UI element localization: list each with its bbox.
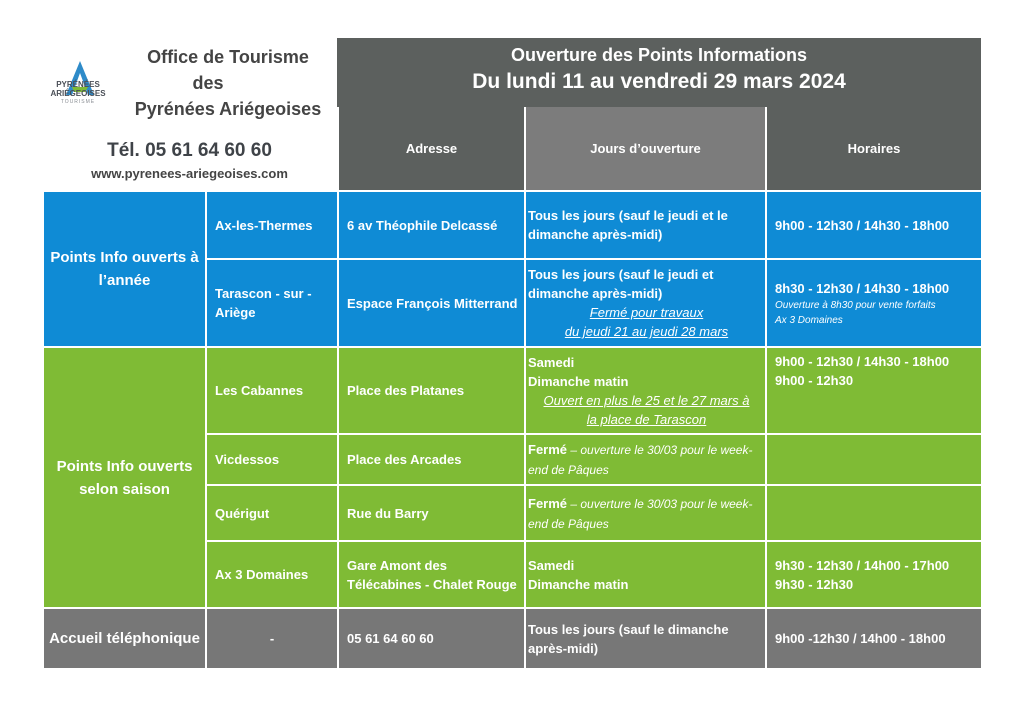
hours-les-cabannes: 9h00 - 12h30 / 14h30 - 18h00 9h00 - 12h30 xyxy=(765,346,981,433)
website-link[interactable]: www.pyrenees-ariegeoises.com xyxy=(91,166,288,181)
hours-querigut xyxy=(765,484,981,540)
place-ax-les-thermes: Ax-les-Thermes xyxy=(205,190,337,258)
table-title: Ouverture des Points Informations Du lundi 11 au vendredi 29 mars 2024 xyxy=(337,38,981,107)
place-querigut: Quérigut xyxy=(205,484,337,540)
address-les-cabannes: Place des Platanes xyxy=(337,346,524,433)
column-header-address: Adresse xyxy=(337,107,524,190)
hours-tarascon: 8h30 - 12h30 / 14h30 - 18h00 Ouverture à 8h30 pour vente forfaits Ax 3 Domaines xyxy=(765,258,981,346)
brand-name: PYRÉNÉES ARIÉGEOISES TOURISME xyxy=(50,80,106,105)
days-phone: Tous les jours (sauf le dimanche après-midi) xyxy=(524,607,765,668)
address-phone: 05 61 64 60 60 xyxy=(337,607,524,668)
hours-vicdessos xyxy=(765,433,981,484)
office-name: Office de Tourisme des Pyrénées Ariégeoises xyxy=(134,47,322,119)
address-ax-les-thermes: 6 av Théophile Delcassé xyxy=(337,190,524,258)
place-tarascon: Tarascon - sur - Ariège xyxy=(205,258,337,346)
hours-ax-les-thermes: 9h00 - 12h30 / 14h30 - 18h00 xyxy=(765,190,981,258)
hours-ax-3-domaines: 9h30 - 12h30 / 14h00 - 17h00 9h30 - 12h30 xyxy=(765,540,981,607)
days-querigut: Fermé – ouverture le 30/03 pour le week-end de Pâques xyxy=(524,484,765,540)
address-ax-3-domaines: Gare Amont des Télécabines - Chalet Rouge xyxy=(337,540,524,607)
group-seasonal: Points Info ouverts selon saison xyxy=(42,346,205,607)
days-vicdessos: Fermé – ouverture le 30/03 pour le week-end de Pâques xyxy=(524,433,765,484)
days-tarascon: Tous les jours (sauf le jeudi et dimanche après-midi) Fermé pour travaux du jeudi 21 au jeudi 28 mars xyxy=(524,258,765,346)
column-header-hours: Horaires xyxy=(765,107,981,190)
address-querigut: Rue du Barry xyxy=(337,484,524,540)
place-ax-3-domaines: Ax 3 Domaines xyxy=(205,540,337,607)
column-header-days: Jours d’ouverture xyxy=(524,107,765,190)
place-phone: - xyxy=(205,607,337,668)
place-vicdessos: Vicdessos xyxy=(205,433,337,484)
group-year-round: Points Info ouverts à l’année xyxy=(42,190,205,346)
address-tarascon: Espace François Mitterrand xyxy=(337,258,524,346)
address-vicdessos: Place des Arcades xyxy=(337,433,524,484)
days-les-cabannes: Samedi Dimanche matin Ouvert en plus le 25 et le 27 mars à la place de Tarascon xyxy=(524,346,765,433)
days-ax-3-domaines: Samedi Dimanche matin xyxy=(524,540,765,607)
hours-phone: 9h00 -12h30 / 14h00 - 18h00 xyxy=(765,607,981,668)
phone-number: Tél. 05 61 64 60 60 xyxy=(107,140,272,161)
place-les-cabannes: Les Cabannes xyxy=(205,346,337,433)
days-ax-les-thermes: Tous les jours (sauf le jeudi et le dimanche après-midi) xyxy=(524,190,765,258)
group-phone: Accueil téléphonique xyxy=(42,607,205,668)
